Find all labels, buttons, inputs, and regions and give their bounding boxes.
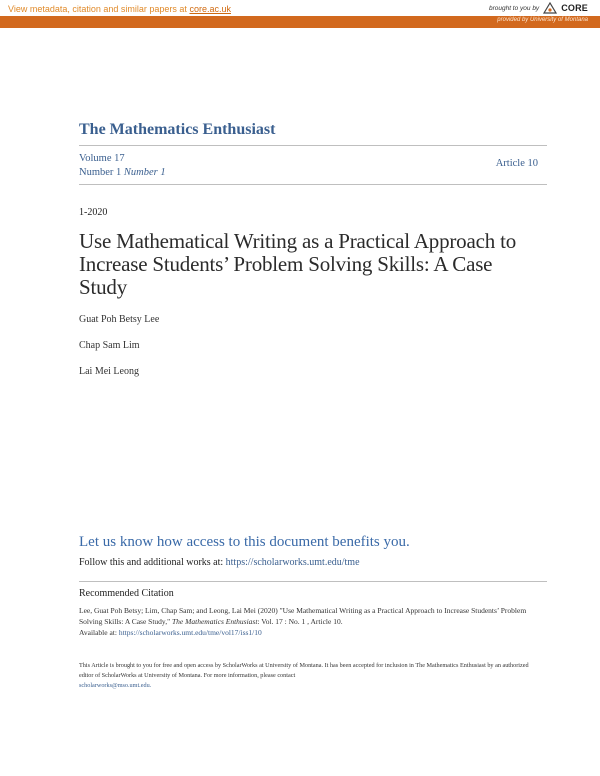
journal-title[interactable]: The Mathematics Enthusiast xyxy=(79,121,276,138)
divider-top xyxy=(79,145,547,146)
follow-text: Follow this and additional works at: xyxy=(79,557,224,568)
provided-by-bar xyxy=(0,16,600,28)
access-notice xyxy=(79,661,529,691)
author-2[interactable]: Chap Sam Lim xyxy=(79,340,140,351)
provided-by-text[interactable]: provided by University of Montana xyxy=(497,17,588,23)
brought-by-text: brought to you by xyxy=(488,4,540,12)
volume-link[interactable]: Volume 17 xyxy=(79,153,125,164)
follow-url[interactable]: https://scholarworks.umt.edu/tme xyxy=(225,557,360,568)
notice-text: This Article is brought to you for free and open access by ScholarWorks at University of Montana. It has been accepted for inclusion in The Mathematics Enthusiast by an authorized editor of ScholarWorks at University of Montana. For more information, please contact xyxy=(79,662,529,679)
citation-journal: The Mathematics Enthusiast xyxy=(172,617,258,626)
brought-by xyxy=(489,2,588,14)
follow-line xyxy=(79,557,360,568)
number-text: Number 1 xyxy=(79,167,122,178)
number-line[interactable] xyxy=(79,166,166,180)
citation-text-1: Lee, Guat Poh Betsy; Lim, Chap Sam; and Leong, Lai Mei (2020) "Use Mathematical Writing as a Practical Approach to Increase Students’ Problem Solving Skills: A Case Study," xyxy=(79,606,527,626)
core-brand[interactable]: CORE xyxy=(561,3,588,13)
divider-bottom xyxy=(79,184,547,185)
paper-title: Use Mathematical Writing as a Practical Approach to Increase Students’ Problem Solving Skills: A Case Study xyxy=(79,229,517,299)
article-number[interactable]: Article 10 xyxy=(495,158,538,169)
volume-block xyxy=(79,152,166,180)
citation-block xyxy=(79,605,529,638)
contact-email[interactable]: scholarworks@mso.umt.edu. xyxy=(79,682,152,689)
author-1[interactable]: Guat Poh Betsy Lee xyxy=(79,314,160,325)
number-italic-text: Number 1 xyxy=(123,167,166,178)
metadata-text: View metadata, citation and similar papers at xyxy=(8,4,187,14)
citation-text-2: : Vol. 17 : No. 1 , Article 10. xyxy=(257,617,343,626)
divider-recommended xyxy=(79,581,547,582)
publication-date: 1-2020 xyxy=(79,207,108,218)
available-label: Available at: xyxy=(79,628,117,637)
recommended-heading: Recommended Citation xyxy=(79,588,174,599)
core-ac-uk-link[interactable]: core.ac.uk xyxy=(189,4,231,14)
metadata-link[interactable] xyxy=(8,4,231,14)
core-logo-icon xyxy=(543,2,557,14)
author-3[interactable]: Lai Mei Leong xyxy=(79,366,139,377)
benefits-link[interactable]: Let us know how access to this document benefits you. xyxy=(79,534,410,550)
available-url[interactable]: https://scholarworks.umt.edu/tme/vol17/iss1/10 xyxy=(118,628,262,637)
